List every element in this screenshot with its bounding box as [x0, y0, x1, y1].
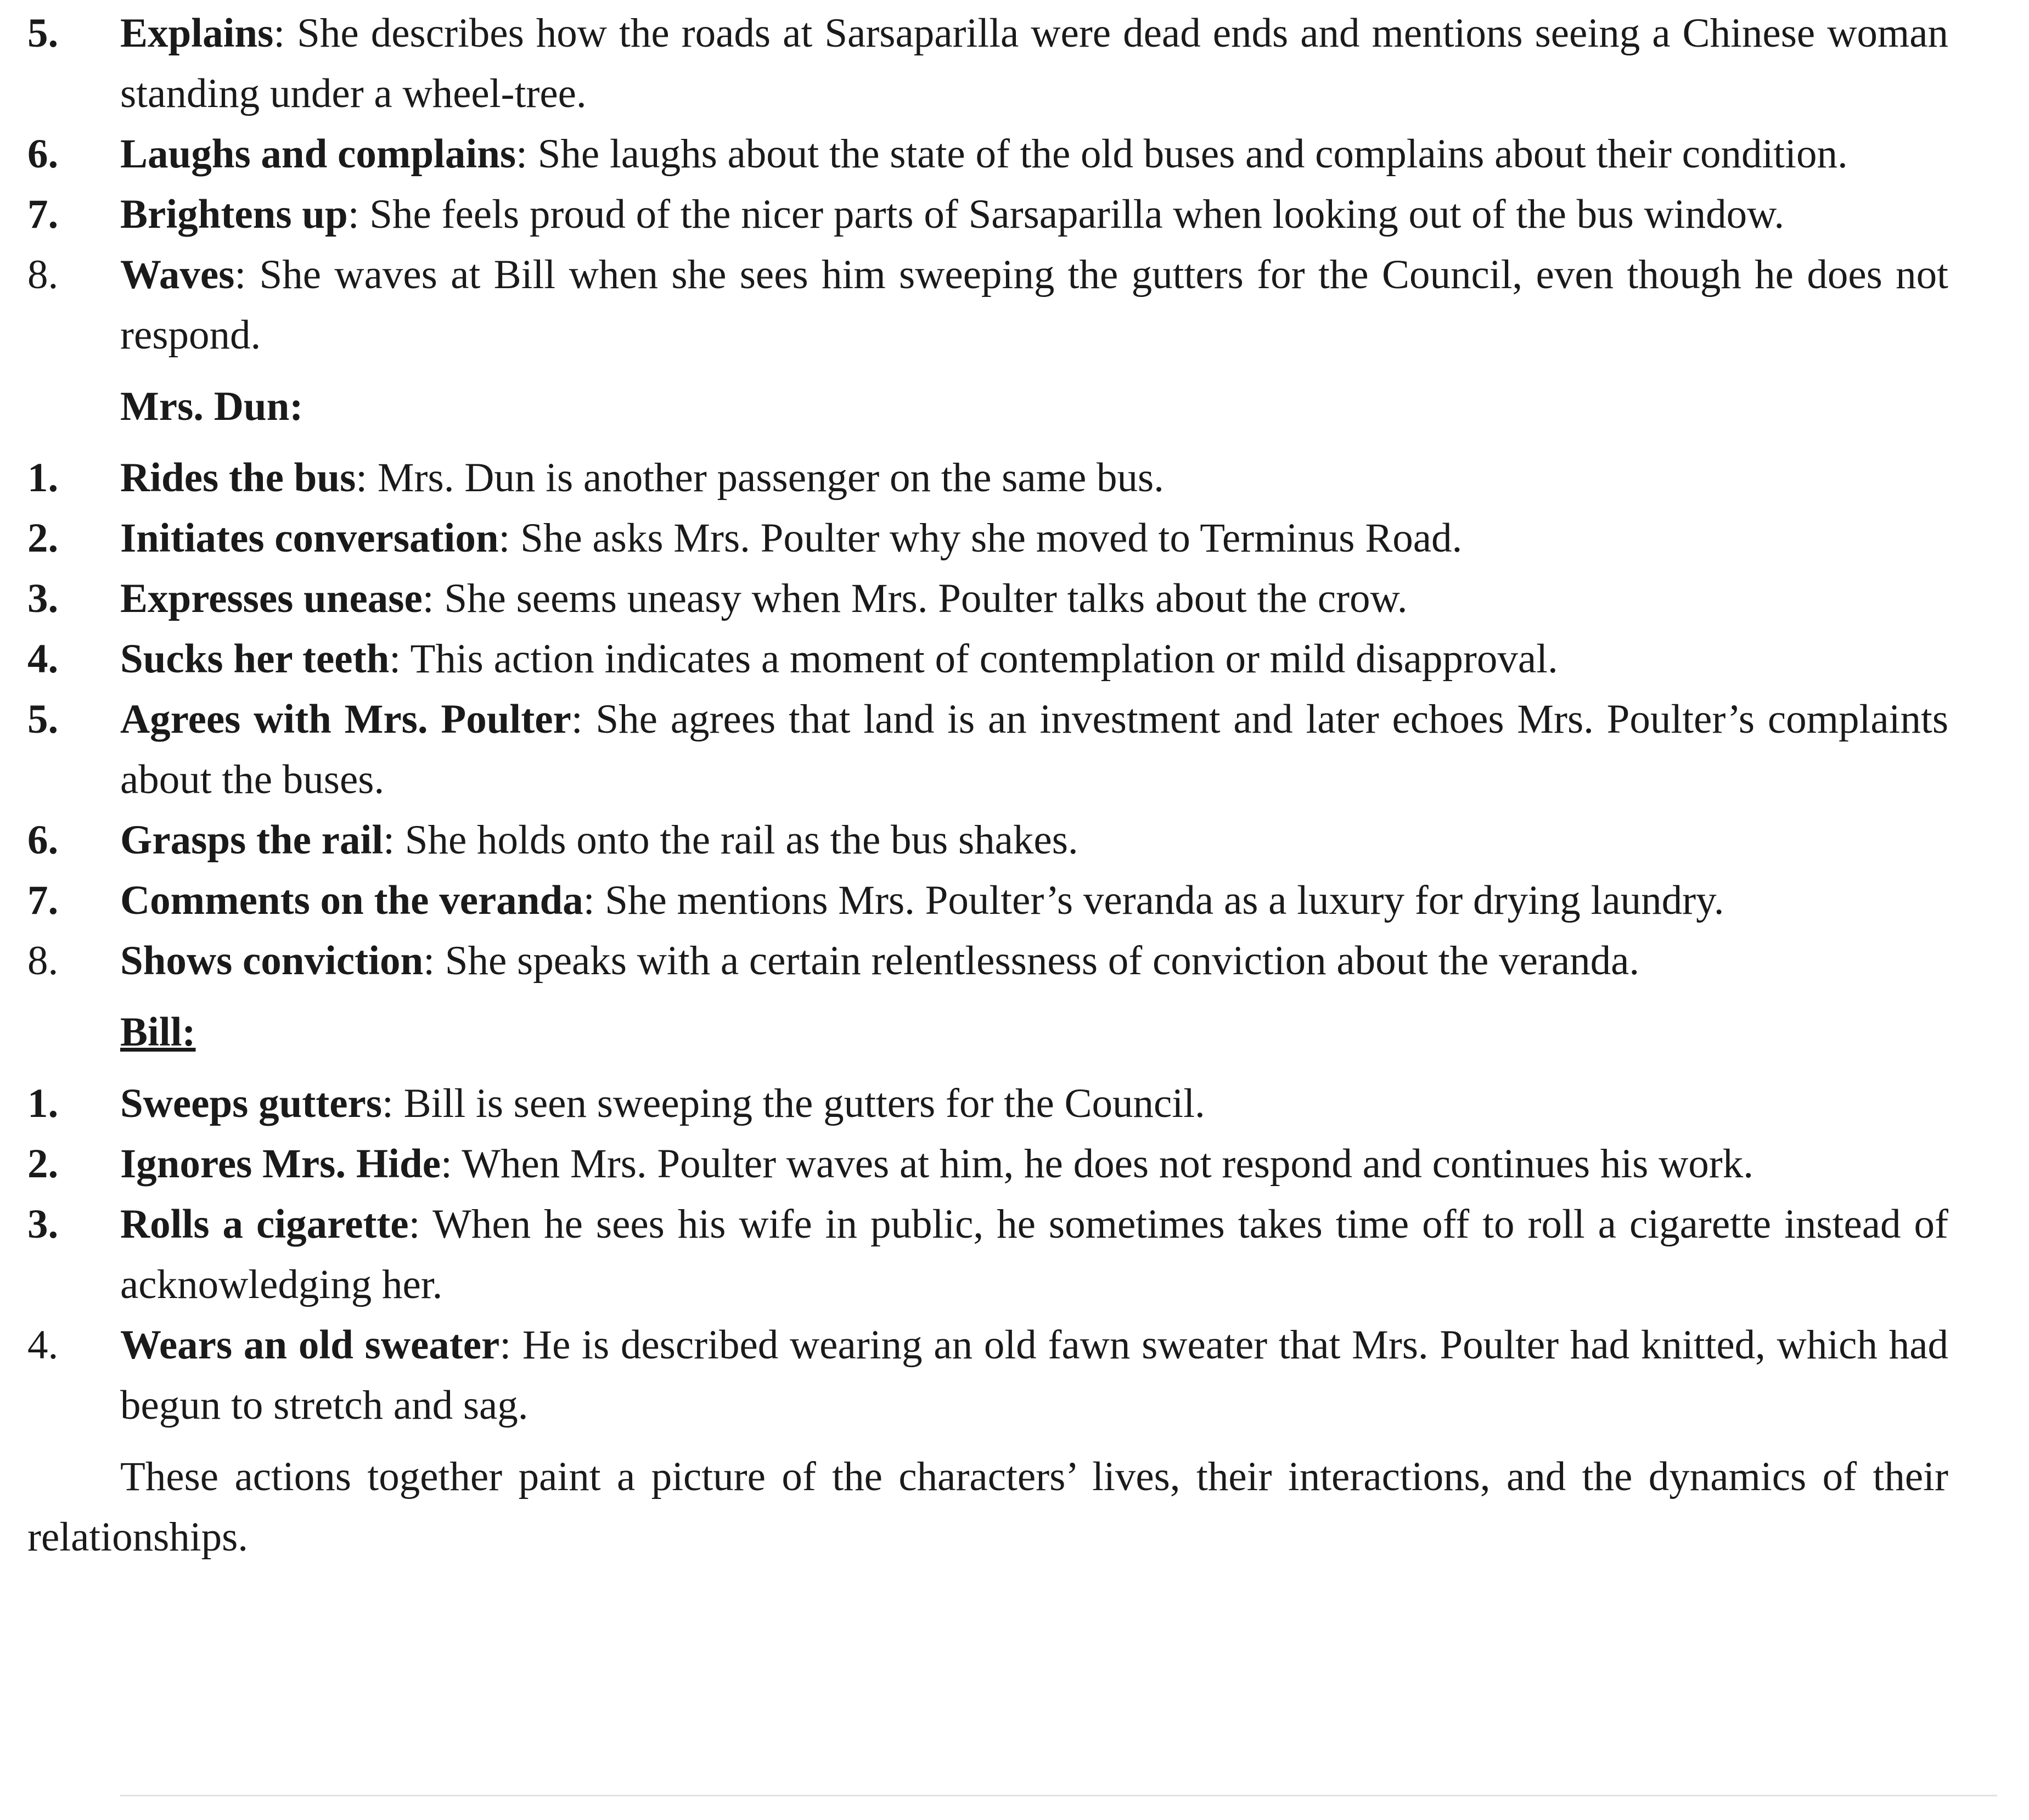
section-heading-bill-text: Bill:	[120, 1009, 196, 1055]
list-item	[27, 689, 1948, 810]
item-text	[120, 931, 1948, 991]
item-rest: : When Mrs. Poulter waves at him, he does not respond and continues his work.	[441, 1141, 1753, 1187]
item-rest: : She laughs about the state of the old buses and complains about their condition.	[516, 131, 1848, 177]
item-text	[120, 448, 1948, 508]
item-number: 8.	[27, 252, 59, 297]
item-lead: Comments on the veranda	[120, 878, 583, 923]
item-number: 5.	[27, 696, 59, 742]
bill-actions-list	[27, 1074, 1948, 1436]
list-item	[27, 508, 1948, 569]
list-item	[27, 3, 1948, 124]
item-rest: : She seems uneasy when Mrs. Poulter talks about the crow.	[422, 576, 1408, 621]
item-rest: : She describes how the roads at Sarsaparilla were dead ends and mentions seeing a Chinese woman standing under a wheel-tree.	[120, 10, 1948, 116]
item-rest: : This action indicates a moment of contemplation or mild disapproval.	[389, 636, 1558, 682]
item-lead: Initiates conversation	[120, 515, 499, 561]
footer-divider	[120, 1795, 1997, 1796]
dun-actions-list	[27, 448, 1948, 991]
item-number: 3.	[27, 576, 59, 621]
item-number: 7.	[27, 192, 59, 237]
list-item	[27, 1194, 1948, 1315]
item-text	[120, 3, 1948, 124]
item-number: 3.	[27, 1201, 59, 1247]
item-lead: Agrees with Mrs. Poulter	[120, 696, 571, 742]
item-text	[120, 245, 1948, 366]
list-item	[27, 1315, 1948, 1436]
item-rest: : She feels proud of the nicer parts of Sarsaparilla when looking out of the bus window.	[347, 192, 1785, 237]
list-item	[27, 870, 1948, 931]
item-number: 5.	[27, 10, 59, 56]
list-item	[27, 569, 1948, 629]
item-rest: : She speaks with a certain relentlessness of conviction about the veranda.	[423, 938, 1640, 984]
list-item	[27, 124, 1948, 184]
item-text	[120, 689, 1948, 810]
item-rest: : Mrs. Dun is another passenger on the same bus.	[356, 455, 1164, 501]
item-text	[120, 569, 1948, 629]
item-number: 1.	[27, 455, 59, 501]
item-text	[120, 1134, 1948, 1194]
item-rest: : She waves at Bill when she sees him sweeping the gutters for the Council, even though he does not respond.	[120, 252, 1948, 358]
item-rest: : Bill is seen sweeping the gutters for the Council.	[382, 1081, 1205, 1126]
item-lead: Shows conviction	[120, 938, 424, 984]
item-lead: Rides the bus	[120, 455, 356, 501]
list-item	[27, 184, 1948, 245]
list-item	[27, 245, 1948, 366]
poulter-actions-list	[27, 3, 1948, 366]
list-item	[27, 1134, 1948, 1194]
list-item	[27, 931, 1948, 991]
item-text	[120, 1074, 1948, 1134]
item-text	[120, 184, 1948, 245]
item-text	[120, 870, 1948, 931]
item-text	[120, 629, 1948, 689]
item-lead: Wears an old sweater	[120, 1322, 500, 1368]
item-text	[120, 1315, 1948, 1436]
list-item	[27, 810, 1948, 870]
item-text	[120, 124, 1948, 184]
item-number: 2.	[27, 515, 59, 561]
item-rest: : She agrees that land is an investment and later echoes Mrs. Poulter’s complaints about the buses.	[120, 696, 1949, 802]
list-item	[27, 629, 1948, 689]
item-rest: : She mentions Mrs. Poulter’s veranda as a luxury for drying laundry.	[583, 878, 1724, 923]
item-text	[120, 1194, 1948, 1315]
item-lead: Sucks her teeth	[120, 636, 390, 682]
item-rest: : He is described wearing an old fawn sweater that Mrs. Poulter had knitted, which had begun to stretch and sag.	[120, 1322, 1948, 1428]
item-lead: Laughs and complains	[120, 131, 516, 177]
item-rest: : When he sees his wife in public, he sometimes takes time off to roll a cigarette instead of acknowledging her.	[120, 1201, 1948, 1307]
item-lead: Sweeps gutters	[120, 1081, 383, 1126]
item-number: 4.	[27, 636, 59, 682]
section-heading-bill	[27, 1002, 1948, 1063]
item-number: 6.	[27, 131, 59, 177]
conclusion-paragraph: These actions together paint a picture of the characters’ lives, their interactions, and the dynamics of their relationships.	[27, 1454, 1948, 1560]
item-number: 8.	[27, 938, 59, 984]
list-item	[27, 448, 1948, 508]
item-text	[120, 810, 1948, 870]
item-number: 2.	[27, 1141, 59, 1187]
item-lead: Rolls a cigarette	[120, 1201, 409, 1247]
list-item	[27, 1074, 1948, 1134]
item-rest: : She holds onto the rail as the bus shakes.	[383, 817, 1078, 863]
item-lead: Grasps the rail	[120, 817, 384, 863]
item-lead: Ignores Mrs. Hide	[120, 1141, 441, 1187]
item-rest: : She asks Mrs. Poulter why she moved to Terminus Road.	[498, 515, 1463, 561]
document-body	[27, 3, 1948, 1609]
item-text	[120, 508, 1948, 569]
item-number: 7.	[27, 878, 59, 923]
item-lead: Explains	[120, 10, 274, 56]
item-lead: Brightens up	[120, 192, 348, 237]
section-heading-mrs-dun: Mrs. Dun:	[120, 384, 303, 429]
item-number: 1.	[27, 1081, 59, 1126]
item-number: 6.	[27, 817, 59, 863]
item-lead: Expresses unease	[120, 576, 423, 621]
item-number: 4.	[27, 1322, 59, 1368]
item-lead: Waves	[120, 252, 235, 297]
